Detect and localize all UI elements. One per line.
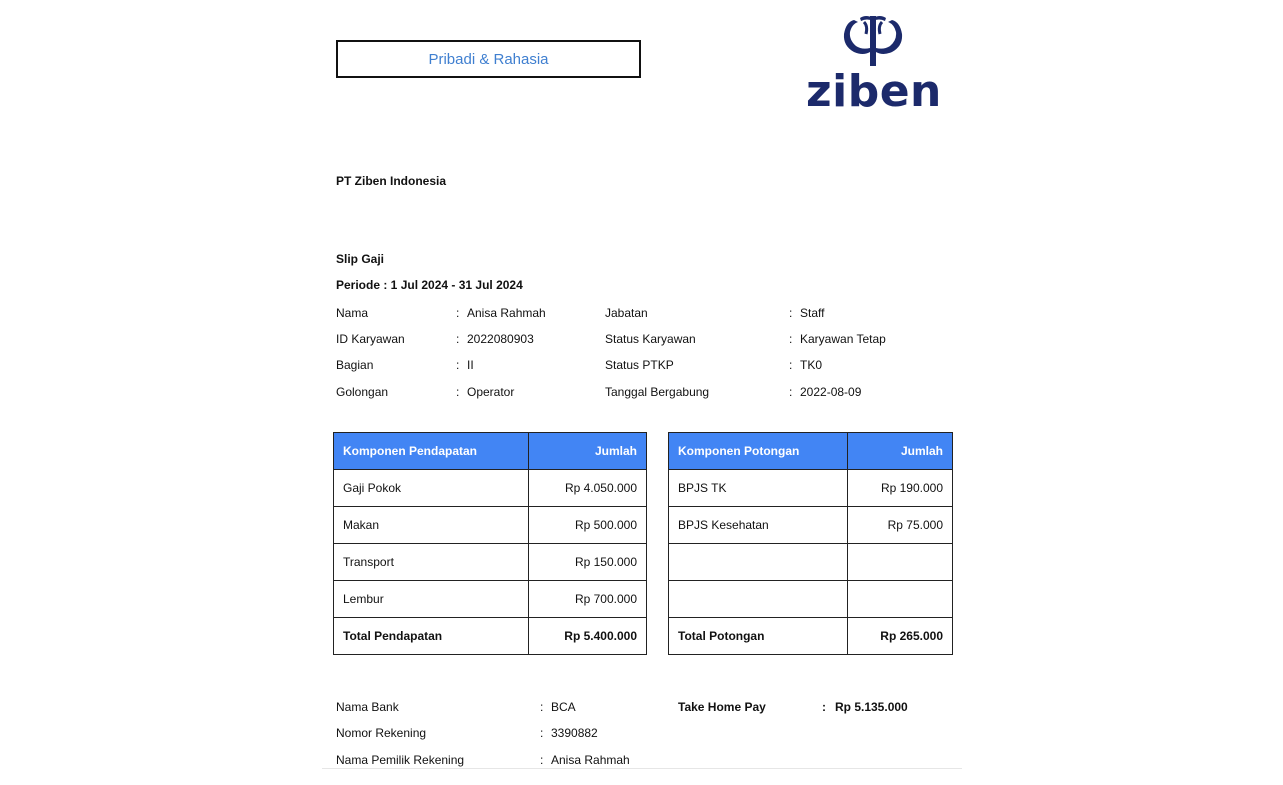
earning-amount: Rp 150.000: [529, 544, 647, 581]
deductions-total-label: Total Potongan: [669, 618, 848, 655]
info-label: Bagian: [336, 358, 374, 372]
info-colon: :: [789, 332, 793, 346]
info-colon: :: [789, 306, 793, 320]
table-total-row: [669, 618, 953, 655]
info-value: TK0: [800, 358, 823, 372]
deductions-table: [668, 432, 953, 655]
ziben-logo-icon: [806, 12, 940, 72]
deduction-name: [669, 544, 848, 581]
take-home-value: Rp 5.135.000: [835, 700, 908, 714]
info-value: Karyawan Tetap: [800, 332, 886, 346]
table-header-row: [334, 433, 647, 470]
earning-amount: Rp 4.050.000: [529, 470, 647, 507]
earning-name: Makan: [334, 507, 529, 544]
confidential-label: Pribadi & Rahasia: [428, 50, 549, 68]
bank-value: 3390882: [551, 726, 598, 740]
bank-value: BCA: [551, 700, 576, 714]
table-row: [334, 470, 647, 507]
earnings-total-amount: Rp 5.400.000: [529, 618, 647, 655]
bank-label: Nama Bank: [336, 700, 399, 714]
info-label: ID Karyawan: [336, 332, 405, 346]
bank-label: Nomor Rekening: [336, 726, 427, 740]
logo-wordmark: ziben: [806, 66, 942, 117]
earnings-table: [333, 432, 647, 655]
earnings-header-amount: Jumlah: [529, 433, 647, 470]
deduction-amount: [848, 544, 953, 581]
deduction-name: BPJS TK: [669, 470, 848, 507]
company-logo: [806, 12, 940, 116]
earnings-header-component: Komponen Pendapatan: [334, 433, 529, 470]
info-value: Operator: [467, 385, 515, 399]
deduction-amount: [848, 581, 953, 618]
deductions-header-component: Komponen Potongan: [669, 433, 848, 470]
earning-name: Lembur: [334, 581, 529, 618]
earning-name: Gaji Pokok: [334, 470, 529, 507]
slip-title: Slip Gaji: [336, 252, 385, 266]
info-colon: :: [456, 385, 460, 399]
earning-name: Transport: [334, 544, 529, 581]
earning-amount: Rp 500.000: [529, 507, 647, 544]
table-row: [669, 544, 953, 581]
info-colon: :: [456, 358, 460, 372]
deduction-name: [669, 581, 848, 618]
table-row: [669, 507, 953, 544]
info-colon: :: [540, 700, 544, 714]
table-row: [669, 581, 953, 618]
period-range: Periode : 1 Jul 2024 - 31 Jul 2024: [336, 278, 523, 292]
info-colon: :: [789, 385, 793, 399]
info-label: Nama: [336, 306, 369, 320]
table-row: [334, 581, 647, 618]
company-name: PT Ziben Indonesia: [336, 174, 447, 188]
table-row: [334, 507, 647, 544]
info-value: Staff: [800, 306, 825, 320]
deduction-amount: Rp 75.000: [848, 507, 953, 544]
confidential-label-box: [336, 40, 641, 78]
info-colon: :: [822, 700, 826, 714]
info-colon: :: [456, 332, 460, 346]
info-value: Anisa Rahmah: [467, 306, 546, 320]
info-colon: :: [789, 358, 793, 372]
table-row: [669, 470, 953, 507]
earnings-total-label: Total Pendapatan: [334, 618, 529, 655]
info-label: Status Karyawan: [605, 332, 696, 346]
info-label: Jabatan: [605, 306, 648, 320]
info-colon: :: [540, 726, 544, 740]
info-value: 2022-08-09: [800, 385, 862, 399]
info-value: 2022080903: [467, 332, 534, 346]
info-label: Golongan: [336, 385, 389, 399]
deduction-name: BPJS Kesehatan: [669, 507, 848, 544]
info-value: II: [467, 358, 474, 372]
bank-label: Nama Pemilik Rekening: [336, 753, 465, 767]
info-label: Tanggal Bergabung: [605, 385, 710, 399]
earning-amount: Rp 700.000: [529, 581, 647, 618]
table-row: [334, 544, 647, 581]
table-total-row: [334, 618, 647, 655]
info-label: Status PTKP: [605, 358, 674, 372]
bank-value: Anisa Rahmah: [551, 753, 630, 767]
page-bottom-divider: [322, 768, 962, 769]
info-colon: :: [540, 753, 544, 767]
deductions-header-amount: Jumlah: [848, 433, 953, 470]
deductions-total-amount: Rp 265.000: [848, 618, 953, 655]
deduction-amount: Rp 190.000: [848, 470, 953, 507]
info-colon: :: [456, 306, 460, 320]
table-header-row: [669, 433, 953, 470]
take-home-label: Take Home Pay: [678, 700, 766, 714]
